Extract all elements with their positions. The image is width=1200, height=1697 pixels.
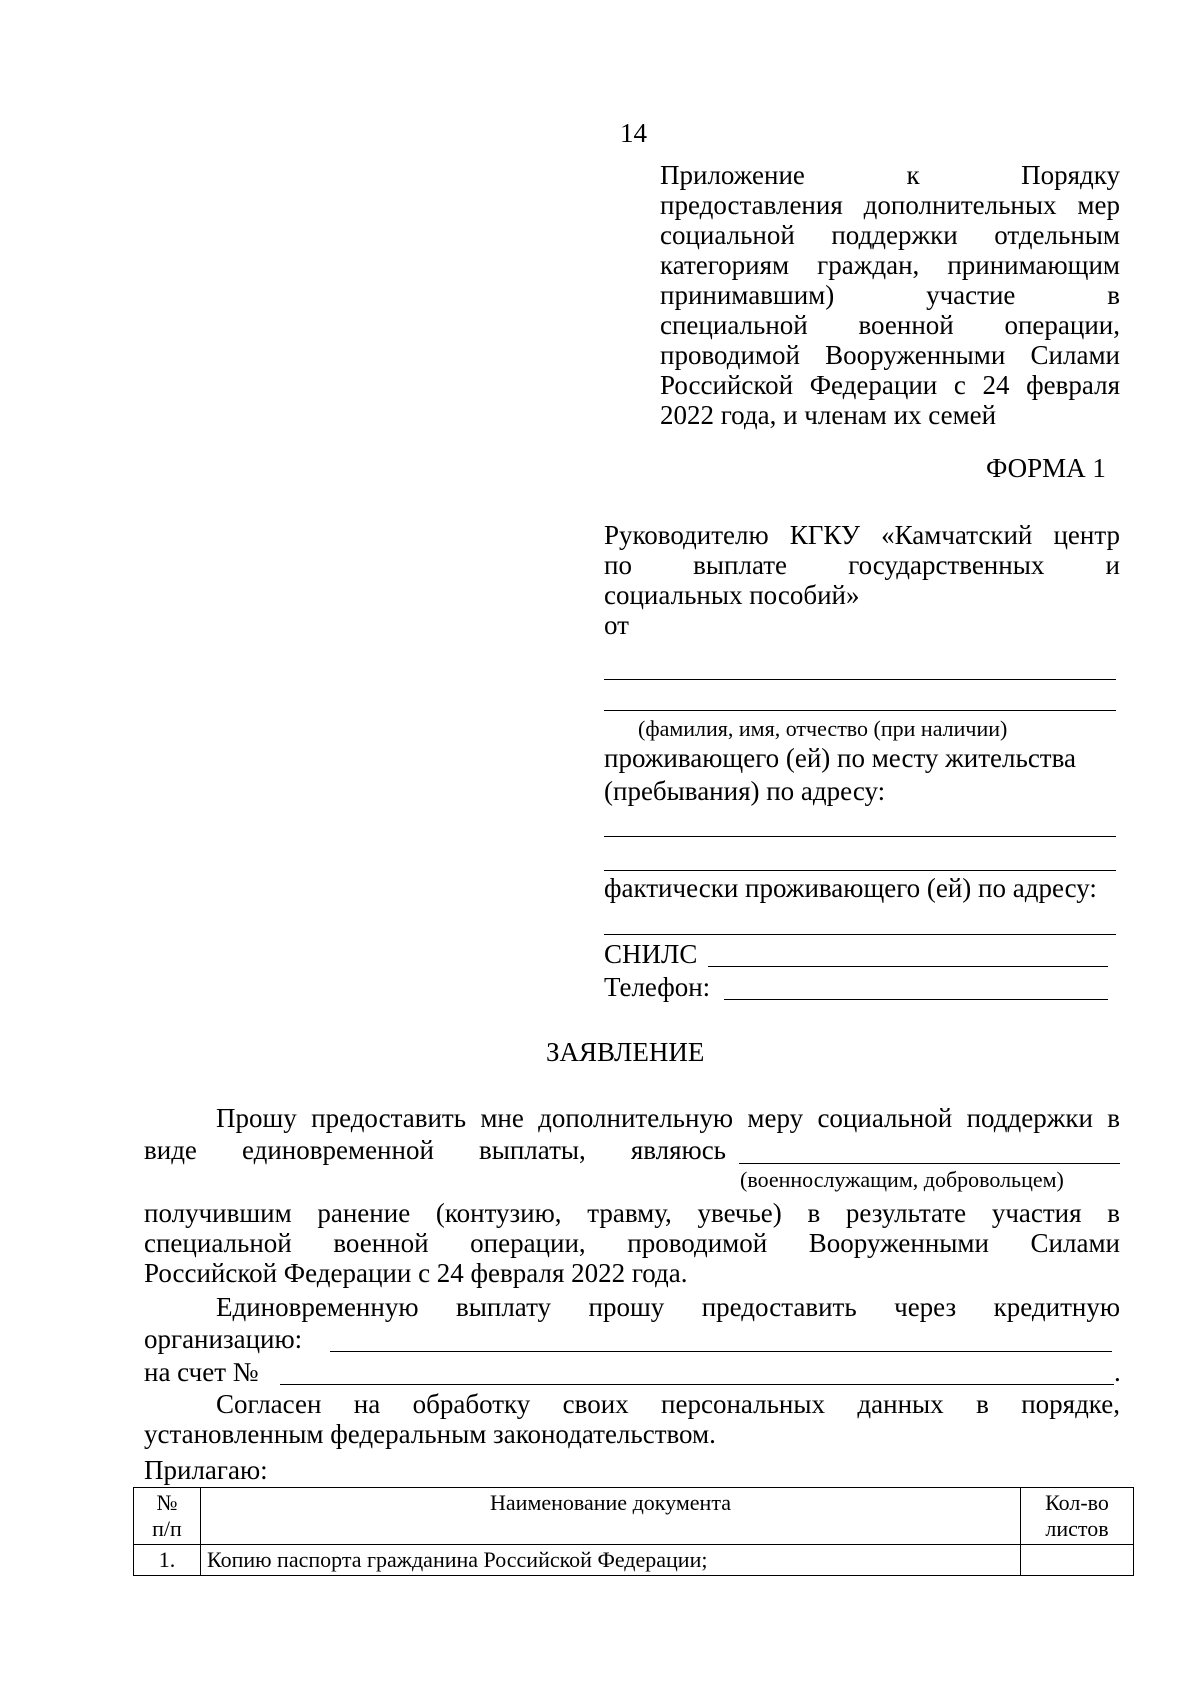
document-title: ЗАЯВЛЕНИЕ xyxy=(546,1037,705,1067)
actual-address-line[interactable] xyxy=(604,934,1116,935)
form-label: ФОРМА 1 xyxy=(986,453,1106,483)
attach-label: Прилагаю: xyxy=(144,1455,268,1485)
header-cell-sheets xyxy=(1021,1488,1134,1545)
table-row xyxy=(134,1545,1134,1576)
status-hint: (военнослужащим, добровольцем) xyxy=(740,1167,1064,1192)
table-header-row xyxy=(134,1488,1134,1545)
appendix-line: Российской Федерации с 24 февраля xyxy=(660,370,1120,400)
status-line[interactable] xyxy=(739,1163,1120,1164)
appendix-line: принимавшим) участие в xyxy=(660,280,1120,310)
row-num: 1. xyxy=(134,1545,201,1576)
snils-line[interactable] xyxy=(708,966,1108,967)
body-paragraph-1 xyxy=(144,1103,1120,1133)
header-text: п/п xyxy=(152,1516,182,1541)
fio-line-1[interactable] xyxy=(604,679,1116,680)
body-line-wrap xyxy=(144,1135,726,1165)
appendix-line: 2022 года, и членам их семей xyxy=(660,400,997,430)
account-line[interactable] xyxy=(280,1384,1114,1385)
header-cell-num xyxy=(134,1488,201,1545)
addressee-line: от xyxy=(604,610,629,640)
bank-label: организацию: xyxy=(144,1324,303,1354)
header-text: № xyxy=(156,1490,178,1515)
appendix-line: предоставления дополнительных мер xyxy=(660,190,1120,220)
addressee-line: Руководителю КГКУ «Камчатский центр xyxy=(604,520,1120,550)
body-paragraph-1-cont xyxy=(144,1198,1120,1288)
appendix-line: проводимой Вооруженными Силами xyxy=(660,340,1120,370)
phone-label: Телефон: xyxy=(604,972,711,1002)
bank-line[interactable] xyxy=(330,1351,1112,1352)
fio-hint: (фамилия, имя, отчество (при наличии) xyxy=(638,716,1008,741)
header-text: Кол-во xyxy=(1045,1490,1109,1515)
residence-label: (пребывания) по адресу: xyxy=(604,776,886,806)
actual-address-label: фактически проживающего (ей) по адресу: xyxy=(604,873,1097,903)
body-line: установленным федеральным законодательством. xyxy=(144,1419,716,1449)
header-text: Наименование документа xyxy=(490,1490,731,1515)
body-paragraph-2 xyxy=(144,1292,1120,1322)
appendix-line: категориям граждан, принимающим xyxy=(660,250,1120,280)
phone-line[interactable] xyxy=(724,999,1108,1000)
body-line: виде единовременной выплаты, являюсь xyxy=(144,1135,726,1165)
appendix-block xyxy=(660,160,1120,430)
row-name: Копию паспорта гражданина Российской Федерации; xyxy=(201,1545,1021,1576)
page-number: 14 xyxy=(620,118,647,148)
body-paragraph-3 xyxy=(144,1389,1120,1449)
body-line: Российской Федерации с 24 февраля 2022 года. xyxy=(144,1258,688,1288)
account-end: . xyxy=(1114,1357,1121,1387)
header-cell-name xyxy=(201,1488,1021,1545)
snils-label: СНИЛС xyxy=(604,939,698,969)
attachments-table xyxy=(133,1487,1134,1576)
residence-label: проживающего (ей) по месту жительства xyxy=(604,743,1076,773)
body-line: Единовременную выплату прошу предоставить через кредитную xyxy=(216,1292,1120,1322)
body-line: получившим ранение (контузию, травму, увечье) в результате участия в xyxy=(144,1198,1120,1228)
appendix-line: социальной поддержки отдельным xyxy=(660,220,1120,250)
appendix-line: Приложение к Порядку xyxy=(660,160,1120,190)
account-label: на счет № xyxy=(144,1357,259,1387)
residence-line-1[interactable] xyxy=(604,836,1116,837)
body-line: специальной военной операции, проводимой Вооруженными Силами xyxy=(144,1228,1120,1258)
body-line: Прошу предоставить мне дополнительную меру социальной поддержки в xyxy=(216,1103,1120,1133)
addressee-block xyxy=(604,520,1120,640)
body-line: Согласен на обработку своих персональных данных в порядке, xyxy=(216,1389,1120,1419)
addressee-line: социальных пособий» xyxy=(604,580,860,610)
residence-line-2[interactable] xyxy=(604,870,1116,871)
row-sheets[interactable] xyxy=(1021,1545,1134,1576)
header-text: листов xyxy=(1045,1516,1109,1541)
fio-line-2[interactable] xyxy=(604,710,1116,711)
appendix-line: специальной военной операции, xyxy=(660,310,1120,340)
addressee-line: по выплате государственных и xyxy=(604,550,1120,580)
